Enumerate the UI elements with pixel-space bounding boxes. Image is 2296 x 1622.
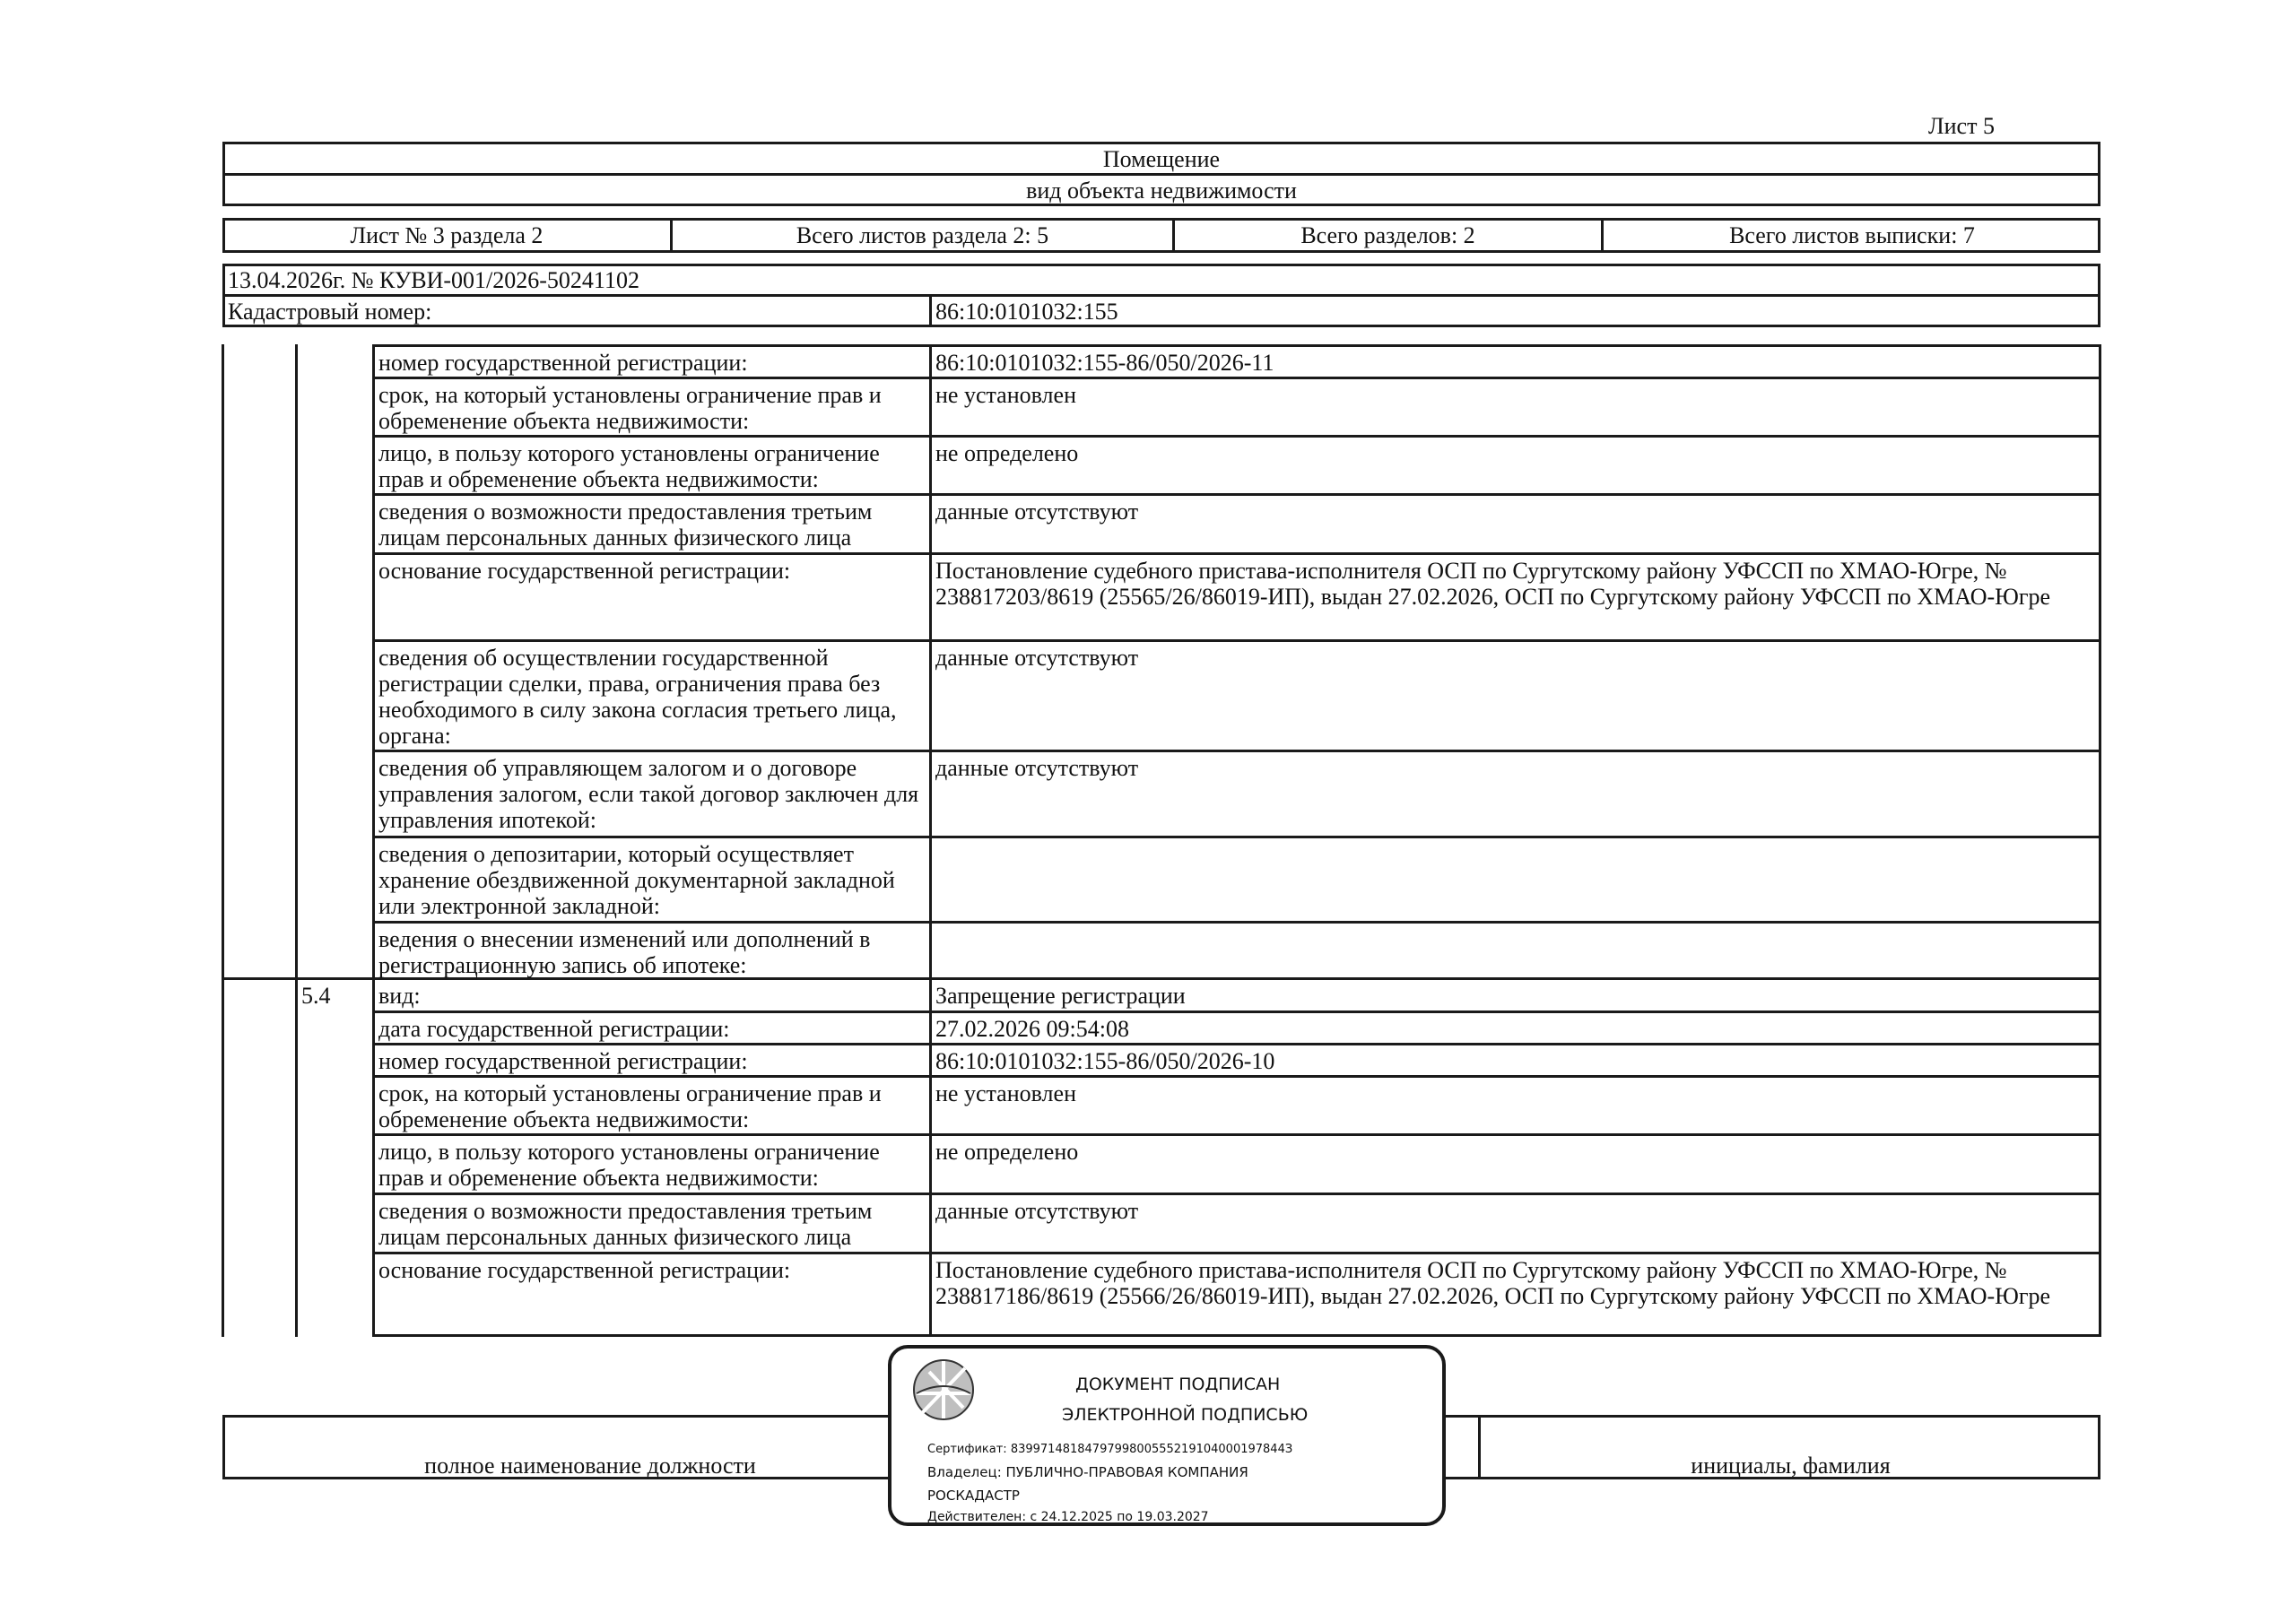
row-label: срок, на который установлены ограничение прав и обременение объекта недвижимости: — [378, 1080, 882, 1132]
row-value: не определено — [935, 1139, 1079, 1165]
row-value: данные отсутствуют — [935, 1198, 1139, 1224]
row-value: данные отсутствуют — [935, 499, 1139, 525]
row-value: данные отсутствуют — [935, 755, 1139, 781]
section-number: 5.4 — [301, 983, 331, 1009]
row-value: не установлен — [935, 382, 1076, 408]
counter-section-sheets: Всего листов раздела 2: 5 — [796, 222, 1049, 248]
row-label: ведения о внесении изменений или дополнений в регистрационную запись об ипотеке: — [378, 926, 871, 978]
row-value: Запрещение регистрации — [935, 983, 1186, 1009]
row-label: срок, на который установлены ограничение прав и обременение объекта недвижимости: — [378, 382, 882, 434]
e-signature-stamp — [888, 1345, 1446, 1526]
row-label: лицо, в пользу которого установлены ограничение прав и обременение объекта недвижимости: — [378, 440, 880, 492]
row-value: 86:10:0101032:155-86/050/2026-11 — [935, 350, 1274, 376]
cadastral-value: 86:10:0101032:155 — [935, 299, 1118, 325]
row-value: Постановление судебного пристава-исполнителя ОСП по Сургутскому району УФССП по ХМАО-Югре, № 238817186/8619 (25566/26/86019-ИП), выдан 27.02.2026, ОСП по Сургутскому району УФССП по ХМАО-Югре — [935, 1257, 2051, 1309]
row-label: вид: — [378, 983, 421, 1009]
row-label: сведения об осуществлении государственной регистрации сделки, права, ограничения права без необходимого в силу закона согласия третьего лица, органа: — [378, 645, 897, 749]
object-caption: вид объекта недвижимости — [1026, 178, 1297, 204]
row-label: сведения о возможности предоставления третьим лицам персональных данных физического лица — [378, 1198, 873, 1250]
row-label: основание государственной регистрации: — [378, 558, 791, 584]
row-label: номер государственной регистрации: — [378, 350, 748, 376]
stamp-line1: ДОКУМЕНТ ПОДПИСАН — [1075, 1375, 1281, 1394]
stamp-owner: Владелец: ПУБЛИЧНО-ПРАВОВАЯ КОМПАНИЯ — [927, 1464, 1248, 1480]
counter-sections: Всего разделов: 2 — [1300, 222, 1475, 248]
statement-date-number: 13.04.2026г. № КУВИ-001/2026-50241102 — [228, 267, 639, 293]
row-label: сведения о депозитарии, который осуществляет хранение обездвиженной документарной закладной или электронной закладной: — [378, 841, 895, 919]
stamp-line2: ЭЛЕКТРОННОЙ ПОДПИСЬЮ — [1062, 1405, 1309, 1425]
row-value: Постановление судебного пристава-исполнителя ОСП по Сургутскому району УФССП по ХМАО-Югре, № 238817203/8619 (25565/26/86019-ИП), выдан 27.02.2026, ОСП по Сургутскому району УФССП по ХМАО-Югре — [935, 558, 2051, 610]
row-label: лицо, в пользу которого установлены ограничение прав и обременение объекта недвижимости: — [378, 1139, 880, 1191]
stamp-valid: Действителен: с 24.12.2025 по 19.03.2027 — [927, 1510, 1209, 1524]
row-label: дата государственной регистрации: — [378, 1016, 730, 1042]
rosreestr-emblem-icon — [911, 1357, 976, 1422]
name-caption: инициалы, фамилия — [1691, 1453, 1891, 1479]
row-label: номер государственной регистрации: — [378, 1048, 748, 1074]
row-value: не установлен — [935, 1080, 1076, 1106]
row-label: сведения об управляющем залогом и о договоре управления залогом, если такой договор заключен для управления ипотекой: — [378, 755, 919, 833]
sheet-label: Лист 5 — [1928, 113, 1995, 139]
stamp-certificate: Сертификат: 8399714818479799800555219104000197844З — [927, 1443, 1293, 1456]
counter-total-sheets: Всего листов выписки: 7 — [1729, 222, 1975, 248]
row-value: данные отсутствуют — [935, 645, 1139, 671]
row-value: 27.02.2026 09:54:08 — [935, 1016, 1129, 1042]
row-label: сведения о возможности предоставления третьим лицам персональных данных физического лица — [378, 499, 873, 551]
stamp-owner2: РОСКАДАСТР — [927, 1488, 1020, 1504]
row-label: основание государственной регистрации: — [378, 1257, 791, 1283]
position-caption: полное наименование должности — [424, 1453, 756, 1479]
counter-sheet: Лист № 3 раздела 2 — [350, 222, 544, 248]
object-name: Помещение — [1102, 146, 1221, 172]
row-value: 86:10:0101032:155-86/050/2026-10 — [935, 1048, 1275, 1074]
cadastral-label: Кадастровый номер: — [228, 299, 432, 325]
row-value: не определено — [935, 440, 1079, 466]
